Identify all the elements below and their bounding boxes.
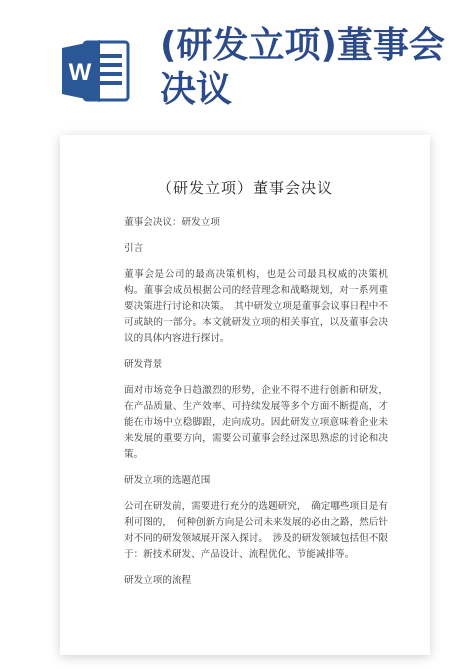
- banner: [0, 0, 474, 118]
- section-heading: 董事会决议：研发立项: [124, 217, 220, 228]
- document-body: [124, 215, 388, 599]
- document-page: [60, 135, 430, 655]
- body-paragraph: 公司在研发前，需要进行充分的选题研究， 确定哪些项目是有利可图的， 何种创新方向是公司未来发展的必由之路，然后针对不同的研发领域展开深入探讨。 涉及的研发领域包括但不限于：新技术研发、产品设计、流程优化、节能减排等。: [124, 501, 388, 560]
- svg-text:W: W: [68, 59, 92, 86]
- banner-title: (研发立项)董事会决议: [160, 25, 445, 110]
- section-heading: 研发立项的流程: [124, 575, 192, 586]
- body-paragraph: 面对市场竞争日趋激烈的形势，企业不得不进行创新和研发，在产品质量、生产效率、可持续发展等多个方面不断提高，才能在市场中立稳脚跟，走向成功。因此研发立项意味着企业未来发展的重要方向，需要公司董事会经过深思熟虑的讨论和决策。: [124, 385, 388, 460]
- document-title: （研发立项）董事会决议: [156, 179, 333, 197]
- section-heading: 引言: [124, 243, 144, 254]
- section-heading: 研发背景: [124, 359, 163, 370]
- body-paragraph: 董事会是公司的最高决策机构，也是公司最具权威的决策机构。董事会成员根据公司的经营理念和战略规划，对一系列重要决策进行讨论和决策。 其中研发立项是董事会议事日程中不可或缺的一部分。本文就研发立项的相关事宜，以及董事会决议的具体内容进行探讨。: [124, 269, 388, 344]
- word-document-icon: [62, 38, 130, 104]
- section-heading: 研发立项的选题范围: [124, 475, 211, 486]
